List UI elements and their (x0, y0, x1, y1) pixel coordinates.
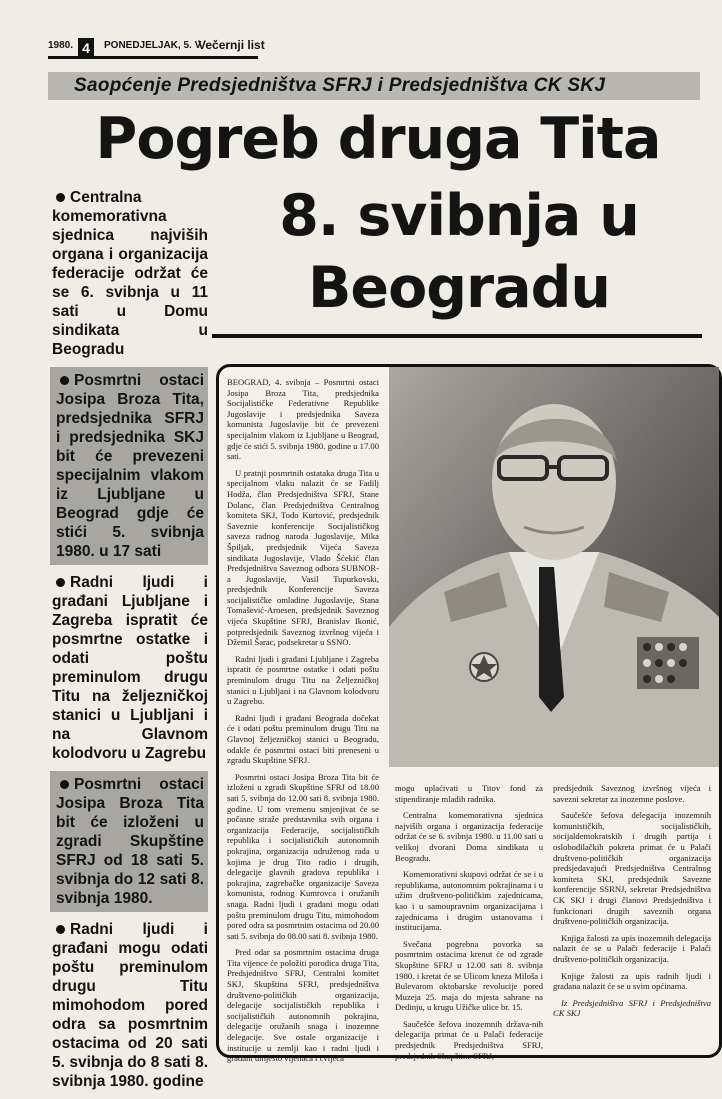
article-paragraph: Knjiga žalosti za upis inozemnih delegacija nalazit će se u Palači federacije i Palači društveno-političkih organizacija. (553, 932, 711, 964)
newspaper-name: Večernji list (198, 38, 265, 52)
article-paragraph: mogu uplaćivati u Titov fond za stipendiranje mladih radnika. (395, 783, 543, 804)
article-paragraph: U pratnji posmrtnih ostataka druga Tita u specijalnom vlaku nalazit će se Fadilj Hodža, član Predsjedništva SFRJ, Stane Dolanc, član Predsjedništva Centralnog komiteta SKJ, Todo Kurtović, predsjednik Saveznie konferencije Socijalističkog saveza radnog naroda Jugoslavije, Mika Špiljak, predsjednik Vijeća Saveza sindikata Jugoslavije, Vlado Šćekić član Predsjedništva Saveznog odbora SUBNOR-a Jugoslavije, Vasil Tupurkovski, predsjednik Konferencije Saveza socijalističke omladine Jugoslavije, Stana Tomašević-Arnesen, predsjednik Saveznog vijeća Skupštine SFRJ, Branislav Ikonić, potpredsjednik Saveznog izvršnog vijeća i Džemil Šarac, podsekretar u SSNO. (227, 467, 379, 648)
summary-item (52, 188, 208, 359)
article-box (216, 364, 722, 1064)
kicker-text: Saopćenje Predsjedništva SFRJ i Predsjedništva CK SKJ (74, 75, 606, 96)
headline-line-2: 8. svibnja u (279, 183, 639, 249)
article-paragraph: BEOGRAD, 4. svibnja – Posmrtni ostaci Josipa Broza Tita, predsjednika Socijalističke Federativne Republike Jugoslavije i predsjednika Saveza komunista Jugoslavije bit će prevezeni specijalnim vlakom iz Ljubljane u Beograd, gdje će stići 5. svibnja 1980. godine u 17.00 sati. (227, 377, 379, 462)
summary-text: Posmrtni ostaci Josipa Broza Tita bit će izloženi u zgradi Skupštine SFRJ od 18 sati 5. svibnja do 12 sati 8. svibnja 1980. (56, 776, 204, 907)
article-paragraph: Knjige žalosti za upis radnih ljudi i građana nalazit će se u svim općinama. (553, 970, 711, 992)
article-column-1 (227, 377, 379, 1070)
headline-line-2-3 (210, 180, 708, 324)
summary-text: Posmrtni ostaci Josipa Broza Tita, predsjednika SFRJ i predsjednika SKJ bit će prevezeni specijalnim vlakom iz Ljubljane u Beograd gdje će stići 5. svibnja 1980. u 17 sati (56, 372, 204, 560)
summary-item (52, 573, 208, 763)
summary-item (52, 920, 208, 1091)
summary-item-shaded (50, 771, 208, 912)
summary-sidebar (52, 188, 208, 1099)
summary-text: Centralna komemorativna sjednica najviših organa i organizacija federacije održat će se 6. svibnja u 11 sati u Domu sindikata u Beogradu (52, 189, 208, 358)
bullet-icon (56, 193, 65, 202)
bullet-icon (60, 780, 69, 789)
header-year: 1980. (48, 40, 74, 51)
article-paragraph: Radni ljudi i građani Beograda dočekat će i odati poštu preminulom drugu Titu na Glavnoj željezničkoj stanici u Beogradu, odakle će posmrtni ostaci biti preneseni u zgradu Skupštine SFRJ. (227, 712, 379, 766)
article-signature: Iz Predsjedništva SFRJ i Predsjedništva CK SKJ (553, 997, 711, 1019)
header-rule (48, 56, 258, 59)
portrait-photo (389, 367, 719, 767)
article-paragraph: Radni ljudi i građani Ljubljane i Zagreba ispratit će posmrtne ostatke i odati poštu preminulom drugu Titu na Željezničkoj stanici u Ljubljani i na Glavnom kolodvoru u Zagrebu. (227, 653, 379, 707)
article-column-2 (395, 783, 543, 1067)
article-paragraph: Saučešće šefova inozemnih država-nih delegacija primat će u Palači federacije predsjednik Predsjedništva SFRJ, predsjednik Skupštine SFRJ, (395, 1018, 543, 1061)
page-header (48, 36, 708, 60)
article-paragraph: Saučešće šefova delegacija inozemnih komunističkih, socijalističkih, socijaldemokratskih i drugih partija i oslobodilačkih pokreta primat će u Palači društveno-političkih organizacija predsjedavajući Predsjedništva Centralnog komiteta SKJ, predsjednik Savezne konferencije SSRNJ, sekretar Predsjedništva CK SKJ i drugi članovi Predsjedništva i funkcionari drugih saveznih organa društveno-političkih organizacija. (553, 810, 711, 927)
header-date: PONEDJELJAK, 5. V (104, 40, 202, 51)
headline-line-1: Pogreb druga Tita (95, 106, 661, 172)
article-paragraph: predsjednik Saveznog izvršnog vijeća i savezni sekretar za inozemne poslove. (553, 783, 711, 804)
article-paragraph: Centralna komemorativna sjednica najviših organa i organizacija federacije održat će se 6. svibnja 1980. u 11.00 sati u velikoj dvorani Doma sindikata u Beogradu. (395, 810, 543, 863)
article-column-3 (553, 783, 711, 1025)
summary-text: Radni ljudi i građani Ljubljane i Zagreba ispratit će posmrtne ostatke i odati poštu preminulom drugu Titu na željezničkoj stanici u Ljubljani i na Glavnom kolodvoru u Zagrebu (52, 574, 208, 762)
article-paragraph: Posmrtni ostaci Josipa Broza Tita bit će izloženi u zgradi Skupštine SFRJ od 18.00 sati 5. svibnja do 12.00 sati 8. svibnja 1980. godine. U tom vremenu smjenjivat će se počasne straže predstavnika svih organa i organizacija Federacije, socijalističkih republika i socijalističkih autonomnih pokrajina, organizacija udruženog rada u kojima je drug Tito radio i drugih, delegacije glavnih gradova republika i pokrajina, zagrebačke organizacije Saveza komunista, rodnog Kumrovca i oružanih snaga. Radni ljudi i građani mogu odati poštu preminulom drugu Titu, mimohodom pored odra sa posmrtnim ostacima od 20.00 sati 5. svibnja do 08.00 sati 8. svibnja 1980. (227, 771, 379, 941)
summary-item-shaded (50, 367, 208, 565)
page-number: 4 (78, 38, 94, 58)
summary-text: Radni ljudi i građani mogu odati poštu preminulom drugu Titu mimohodom pored odra sa posmrtnim ostacima od 20 sati 5. svibnja do 8 sati 8. svibnja 1980. godine (52, 921, 208, 1090)
kicker-band (48, 72, 700, 100)
headline-rule (212, 334, 702, 338)
bullet-icon (60, 376, 69, 385)
headline-line-3: Beogradu (307, 255, 611, 321)
article-paragraph: Pred odar sa posmrtnim ostacima druga Tita vijence će položiti porodica druga Tita, Predsjedništvo SFRJ, Centralni komitet SKJ, Skupština SFRJ, predsjedništva društveno-političkih organizacija, delegacije socijalističkih republika i socijalističkih autonomnih pokrajina, delegacije oružanih snaga i inozemne delegacije. Sve ostale organizacije i institucije u zemlji kao i radni ljudi i građani umjesto vijenaca i cvijeća (227, 947, 379, 1064)
article-paragraph: Komemorativni skupovi održat će se i u republikama, autonomnim pokrajinama i u užim društveno-političkim zajednicama, kao i u samoupravnim organizacijama i zajednicama i drugim ustanovama i institucijama. (395, 869, 543, 933)
article-paragraph: Svečana pogrebna povorka sa posmrtnim ostacima krenut će od zgrade Skupštine SFRJ u 12.00 sati 8. svibnja 1980. i kretat će se Ulicom kneza Miloša i Bulevarom oktobarske revolucije pored Muzeja 25. maja do mjesta sahrane na Dedinju, u krugu Užičke ulice br. 15. (395, 938, 543, 1013)
bullet-icon (56, 578, 65, 587)
bullet-icon (56, 925, 65, 934)
portrait-illustration (389, 367, 719, 767)
